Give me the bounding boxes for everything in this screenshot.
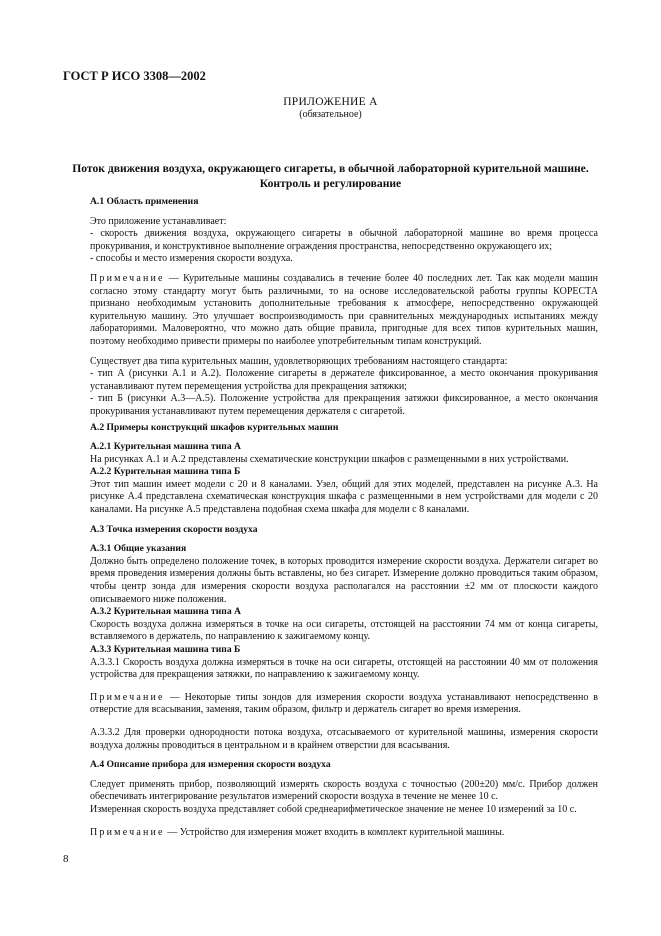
paragraph: А.3.3.1 Скорость воздуха должна измеряться в точке на оси сигареты, отстоящей на расстоянии 40 мм от положения устройства для прекращения затяжки, по направлению к зажигаемому концу.	[90, 656, 598, 681]
note-label: Примечание	[90, 826, 165, 838]
subsection-heading: А.2.2 Курительная машина типа Б	[90, 466, 241, 478]
list-item: - тип А (рисунки А.1 и А.2). Положение сигареты в держателе фиксированное, а место окончания прокуривания устанавливают путем перемещения устройства для прекращения затяжки;	[90, 368, 598, 392]
paragraph: На рисунках А.1 и А.2 представлены схематические конструкции шкафов с размещенными в них устройствами.	[90, 453, 569, 465]
paragraph: Это приложение устанавливает:	[90, 215, 227, 227]
note	[90, 827, 598, 840]
subsection-heading: А.3.1 Общие указания	[90, 543, 187, 555]
subsection-heading: А.3.2 Курительная машина типа А	[90, 606, 241, 618]
document-body	[90, 196, 598, 839]
note-text: — Устройство для измерения может входить в комплект курительной машины.	[164, 826, 505, 838]
list-item: - тип Б (рисунки А.3—А.5). Положение устройства для прекращения затяжки фиксированное, а место окончания прокуривания устанавливают путем перемещения держателя с сигаретой.	[90, 393, 598, 417]
section-heading-a4: А.4 Описание прибора для измерения скорости воздуха	[90, 759, 331, 771]
list-item: - способы и место измерения скорости воздуха.	[90, 253, 293, 265]
note-text: — Некоторые типы зондов для измерения скорости воздуха устанавливают непосредственно в отверстие для всасывания, заменяя, таким образом, фильтр и держатель сигарет во время измерения.	[90, 691, 598, 716]
paragraph: Измеренная скорость воздуха представляет собой среднеарифметическое значение не менее 10 измерений за 10 с.	[90, 803, 577, 815]
paragraph: А.3.3.2 Для проверки однородности потока воздуха, отсасываемого от курительной машины, измерения скорости воздуха должны проводиться в центральном и в крайнем отверстии для всасывания.	[90, 726, 598, 751]
appendix-heading-line2: Контроль и регулирование	[259, 177, 402, 190]
note	[90, 692, 598, 717]
section-heading-a2: А.2 Примеры конструкций шкафов курительных машин	[90, 421, 339, 433]
paragraph: Существует два типа курительных машин, удовлетворяющих требованиям настоящего стандарта:	[90, 355, 508, 367]
appendix-status: (обязательное)	[299, 109, 362, 120]
appendix-heading-line1: Поток движения воздуха, окружающего сигареты, в обычной лабораторной курительной машине.	[72, 162, 589, 175]
subsection-heading: А.2.1 Курительная машина типа А	[90, 441, 241, 453]
page-number: 8	[63, 853, 69, 865]
document-header: ГОСТ Р ИСО 3308—2002	[63, 69, 206, 83]
section-heading-a1: А.1 Область применения	[90, 196, 199, 207]
paragraph: Следует применять прибор, позволяющий измерять скорость воздуха с точностью (200±20) мм/с. Прибор должен обеспечивать интегрирование результатов измерений скорости воздуха в течение не менее 10 с.	[90, 778, 598, 803]
section-heading-a3: А.3 Точка измерения скорости воздуха	[90, 523, 258, 535]
subsection-heading: А.3.3 Курительная машина типа Б	[90, 644, 241, 655]
note	[90, 273, 598, 349]
note-label: Примечание	[90, 691, 165, 703]
paragraph: Должно быть определено положение точек, в которых проводится измерение скорости воздуха. Держатели сигарет во время проведения измерения должны быть вставлены, но без сигарет. Измерение должно проводиться таким образом, чтобы центр зонда для измерения скорости воздуха располагался на расстоянии ±2 мм от плоскости каждого описываемого ниже положения.	[90, 555, 598, 605]
paragraph: Этот тип машин имеет модели с 20 и 8 каналами. Узел, общий для этих моделей, представлен на рисунке А.3. На рисунке А.4 представлена схематическая конструкция шкафа с размещенными в нем устройствами для модели с 20 каналами. На рисунке А.5 представлена подобная схема шкафа для модели с 8 каналами.	[90, 478, 598, 516]
paragraph: Скорость воздуха должна измеряться в точке на оси сигареты, отстоящей на расстоянии 74 мм от конца сигареты, вставляемого в держатель, по направлению к зажигаемому концу.	[90, 618, 598, 643]
appendix-title: ПРИЛОЖЕНИЕ А	[283, 96, 378, 108]
note-text: — Курительные машины создавались в течение более 40 последних лет. Так как модели машин согласно этому стандарту могут быть различными, то на основе исследовательской работы группы КОРЕСТА признано необходимым установить дополнительные требования к атмосфере, непосредственно окружающей курительную машину. Это улучшает воспроизводимость при сравнительных международных испытаниях между лабораториями. Маловероятно, что можно дать общие правила, пригодные для всех типов курительных машин, поэтому необходимо привести примеры по наиболее употребительным типам конструкций.	[90, 272, 598, 347]
list-item: - скорость движения воздуха, окружающего сигареты в обычной лабораторной машине во время процесса прокуривания, и конструктивное выполнение ограждения пространства, непосредственно окружающего их;	[90, 228, 598, 252]
note-label: Примечание	[90, 272, 165, 284]
